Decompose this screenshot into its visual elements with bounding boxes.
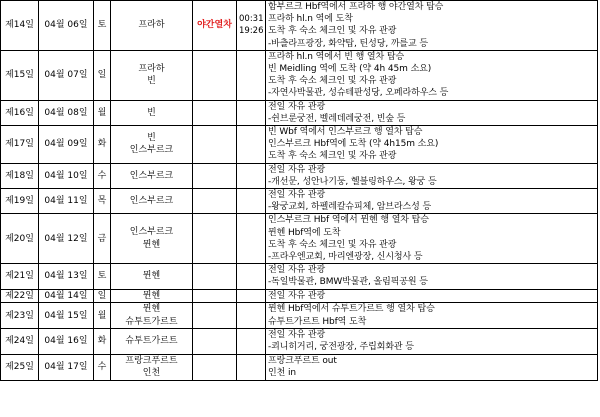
itinerary-row: [1, 303, 598, 329]
weekday-cell: 금: [94, 214, 111, 264]
day-number-cell: 제15일: [1, 50, 39, 100]
day-number-cell: 제19일: [1, 189, 39, 214]
itinerary-row: [1, 289, 598, 303]
city-cell: [111, 1, 193, 51]
activity-line: 뮌헨 Hbf역에서 슈투트가르트 행 열차 탑승: [268, 304, 435, 315]
activity-line: 도착 후 숙소 체크인 및 자유 관광: [268, 151, 397, 162]
city-cell: [111, 214, 193, 264]
activities-cell: [266, 329, 598, 354]
city-name: 프라하: [138, 20, 165, 31]
activity-line: -왕궁교회, 하펠레칼슈피체, 암브라스성 등: [268, 202, 432, 213]
transport-cell: [193, 214, 237, 264]
activity-line: 빈 Wbf 역에서 인스부르크 행 열차 탑승: [268, 127, 423, 138]
city-name: 인스부르크: [129, 145, 174, 156]
city-name: 인스부르크: [129, 196, 174, 206]
weekday-cell: 화: [94, 329, 111, 354]
activities-cell: [266, 354, 598, 380]
activity-line: 전일 자유 관광: [268, 265, 326, 276]
activity-line: 뮌헨 Hbf역에 도착: [268, 227, 341, 238]
day-number-cell: 제16일: [1, 100, 39, 125]
activities-cell: [266, 264, 598, 289]
transport-cell: 야간열차: [193, 1, 237, 51]
activity-line: 슈투트가르트 Hbf역 도착: [268, 316, 367, 327]
day-number-cell: 제23일: [1, 303, 39, 329]
activities-cell: [266, 163, 598, 188]
city-name: 프라하: [138, 63, 165, 74]
city-name: 슈투트가르트: [125, 316, 178, 327]
activities-cell: [266, 1, 598, 51]
city-cell: [111, 189, 193, 214]
city-name: 인스부르크: [129, 227, 174, 238]
activities-cell: [266, 189, 598, 214]
day-number-cell: 제14일: [1, 1, 39, 51]
time-value: 00:31: [239, 14, 264, 25]
activity-line: 전일 자유 관광: [268, 330, 326, 341]
date-cell: 04월 13일: [39, 264, 94, 289]
date-cell: 04월 11일: [39, 189, 94, 214]
itinerary-row: [1, 50, 598, 100]
city-cell: [111, 100, 193, 125]
transport-cell: [193, 50, 237, 100]
time-cell: [237, 354, 266, 380]
weekday-cell: 수: [94, 163, 111, 188]
time-cell: [237, 214, 266, 264]
weekday-cell: 수: [94, 354, 111, 380]
transport-cell: [193, 163, 237, 188]
time-value: 19:26: [239, 26, 264, 37]
weekday-cell: 월: [94, 303, 111, 329]
activities-cell: [266, 303, 598, 329]
activity-line: -바츨라프광장, 화약탑, 틴성당, 까를교 등: [268, 38, 428, 49]
activity-line: -독일박물관, BMW박물관, 올림픽공원 등: [268, 277, 428, 288]
activity-line: 도착 후 숙소 체크인 및 자유 관광: [268, 239, 397, 250]
activity-line: 전일 자유 관광: [268, 164, 326, 175]
transport-cell: [193, 126, 237, 164]
weekday-cell: 월: [94, 100, 111, 125]
day-number-cell: 제25일: [1, 354, 39, 380]
weekday-cell: 목: [94, 189, 111, 214]
city-cell: [111, 50, 193, 100]
activity-line: 프라하 hl.n 역에 도착: [268, 14, 353, 25]
date-cell: 04월 16일: [39, 329, 94, 354]
transport-cell: [193, 189, 237, 214]
city-cell: [111, 126, 193, 164]
activity-line: -쉰브룬궁전, 벨레데레궁전, 빈숲 등: [268, 113, 406, 124]
activity-line: 전일 자유 관광: [268, 190, 326, 201]
time-cell: [237, 1, 266, 51]
city-cell: [111, 163, 193, 188]
transport-cell: [193, 289, 237, 303]
date-cell: 04월 12일: [39, 214, 94, 264]
date-cell: 04월 17일: [39, 354, 94, 380]
city-cell: [111, 303, 193, 329]
day-number-cell: 제17일: [1, 126, 39, 164]
itinerary-row: [1, 354, 598, 380]
activity-line: 도착 후 숙소 체크인 및 자유 관광: [268, 26, 397, 37]
activities-cell: [266, 214, 598, 264]
day-number-cell: 제21일: [1, 264, 39, 289]
city-cell: [111, 264, 193, 289]
itinerary-row: [1, 264, 598, 289]
city-name: 뮌헨: [142, 304, 161, 315]
city-name: 빈: [147, 76, 156, 87]
date-cell: 04월 06일: [39, 1, 94, 51]
time-cell: [237, 329, 266, 354]
activity-line: -개선문, 성안나기둥, 헬블링하우스, 왕궁 등: [268, 176, 437, 187]
city-name: 뮌헨: [142, 290, 161, 301]
activity-line: -쾨니히거리, 궁전광장, 주립회화관 등: [268, 342, 414, 353]
activity-line: -프라우엔교회, 마리엔광장, 신시청사 등: [268, 252, 423, 263]
activity-line: 인스부르크 Hbf역에 도착 (약 4h15m 소요): [268, 139, 439, 150]
itinerary-row: [1, 214, 598, 264]
itinerary-row: [1, 189, 598, 214]
day-number-cell: 제20일: [1, 214, 39, 264]
city-name: 슈투트가르트: [125, 336, 178, 347]
date-cell: 04월 15일: [39, 303, 94, 329]
weekday-cell: 일: [94, 289, 111, 303]
activities-cell: [266, 126, 598, 164]
time-cell: [237, 100, 266, 125]
date-cell: 04월 10일: [39, 163, 94, 188]
activity-line: 인천 in: [268, 368, 296, 379]
activities-cell: [266, 100, 598, 125]
weekday-cell: 화: [94, 126, 111, 164]
itinerary-rows: [1, 1, 598, 381]
activities-cell: [266, 50, 598, 100]
time-cell: [237, 303, 266, 329]
activity-line: -자연사박물관, 성슈테판성당, 오페라하우스 등: [268, 88, 449, 99]
weekday-cell: 토: [94, 1, 111, 51]
city-name: 인천: [142, 368, 161, 379]
activity-line: 도착 후 숙소 체크인 및 자유 관광: [268, 76, 397, 87]
itinerary-row: [1, 100, 598, 125]
transport-cell: [193, 329, 237, 354]
date-cell: 04월 09일: [39, 126, 94, 164]
day-number-cell: 제24일: [1, 329, 39, 354]
day-number-cell: 제18일: [1, 163, 39, 188]
time-cell: [237, 163, 266, 188]
city-name: 인스부르크: [129, 170, 174, 181]
city-name: 뮌헨: [142, 239, 161, 250]
city-name: 빈: [147, 107, 156, 118]
date-cell: 04월 08일: [39, 100, 94, 125]
itinerary-row: [1, 329, 598, 354]
city-cell: [111, 354, 193, 380]
activity-line: 전일 자유 관광: [268, 101, 326, 112]
time-cell: [237, 289, 266, 303]
itinerary-row: [1, 1, 598, 51]
city-name: 뮌헨: [142, 271, 161, 282]
transport-cell: [193, 354, 237, 380]
activity-line: 프랑크푸르트 out: [268, 355, 337, 366]
activity-line: 프라하 hl.n 역에서 빈 행 열차 탑승: [268, 51, 405, 62]
activity-line: 전일 자유 관광: [268, 290, 326, 301]
day-number-cell: 제22일: [1, 289, 39, 303]
date-cell: 04월 14일: [39, 289, 94, 303]
activity-line: 함부르크 Hbf역에서 프라하 행 야간열차 탑승: [268, 2, 444, 12]
city-name: 프랑크푸르트: [125, 355, 178, 366]
transport-cell: [193, 264, 237, 289]
activity-line: 인스부르크 Hbf 역에서 뮌헨 행 열차 탑승: [268, 215, 429, 226]
city-cell: [111, 329, 193, 354]
time-cell: [237, 189, 266, 214]
time-cell: [237, 264, 266, 289]
weekday-cell: 토: [94, 264, 111, 289]
itinerary-row: [1, 126, 598, 164]
city-name: 빈: [147, 132, 156, 143]
itinerary-row: [1, 163, 598, 188]
time-cell: [237, 50, 266, 100]
transport-cell: [193, 303, 237, 329]
activities-cell: [266, 289, 598, 303]
city-cell: [111, 289, 193, 303]
transport-cell: [193, 100, 237, 125]
time-cell: [237, 126, 266, 164]
weekday-cell: 일: [94, 50, 111, 100]
activity-line: 빈 Meidling 역에 도착 (약 4h 45m 소요): [268, 64, 432, 75]
date-cell: 04월 07일: [39, 50, 94, 100]
